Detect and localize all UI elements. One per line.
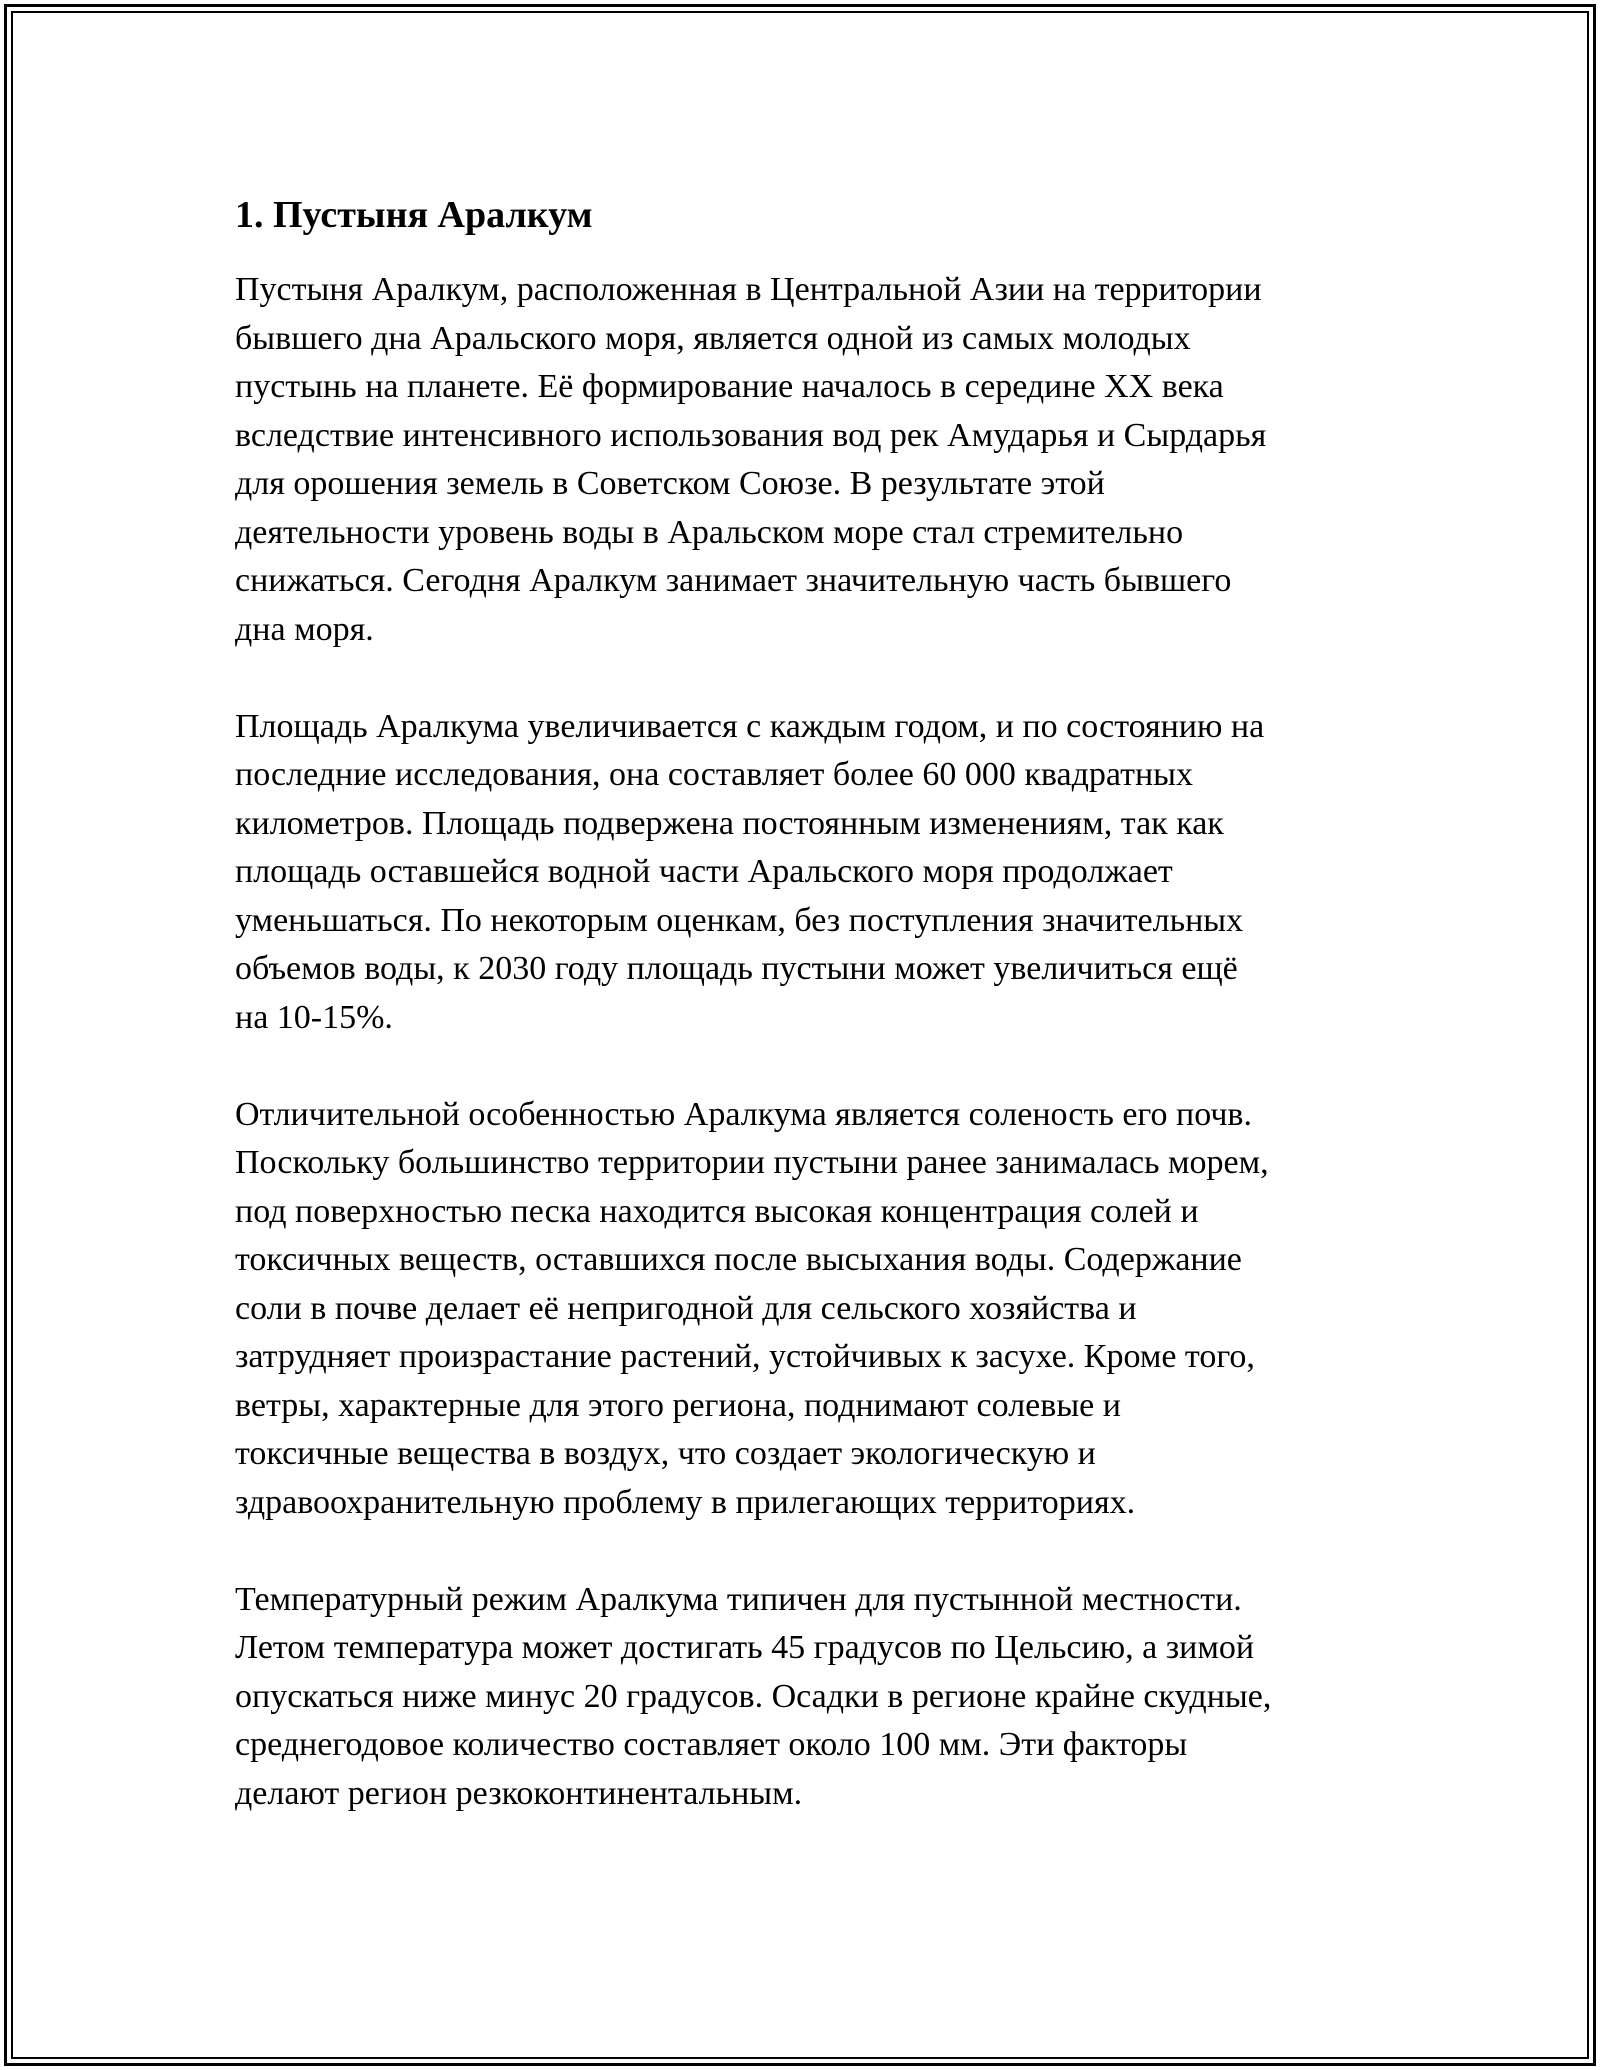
paragraph-4: Температурный режим Аралкума типичен для пустынной местности. Летом температура может достигать 45 градусов по Цельсию, а зимой опускаться ниже минус 20 градусов. Осадки в регионе крайне скудные, среднегодовое количество составляет около 100 мм. Эти факторы делают регион резкоконтинентальным. xyxy=(235,1580,1272,1812)
paragraph-2: Площадь Аралкума увеличивается с каждым годом, и по состоянию на последние исследования, она составляет более 60 000 квадратных километров. Площадь подвержена постоянным изменениям, так как площадь оставшейся водной части Аральского моря продолжает уменьшаться. По некоторым оценкам, без поступления значительных объемов воды, к 2030 году площадь пустыни может увеличиться ещё на 10-15%. xyxy=(235,707,1265,1036)
paragraph-3: Отличительной особенностью Аралкума является соленость его почв. Поскольку большинство территории пустыни ранее занималась морем, под поверхностью песка находится высокая концентрация солей и токсичных веществ, оставшихся после высыхания воды. Содержание соли в почве делает её непригодной для сельского хозяйства и затрудняет произрастание растений, устойчивых к засухе. Кроме того, ветры, характерные для этого региона, поднимают солевые и токсичные вещества в воздух, что создает экологическую и здравоохранительную проблему в прилегающих территориях. xyxy=(235,1095,1269,1521)
paragraph-1: Пустыня Аралкум, расположенная в Центральной Азии на территории бывшего дна Аральского моря, является одной из самых молодых пустынь на планете. Её формирование началось в середине XX века вследствие интенсивного использования вод рек Амударья и Сырдарья для орошения земель в Советском Союзе. В результате этой деятельности уровень воды в Аральском море стал стремительно снижаться. Сегодня Аралкум занимает значительную часть бывшего дна моря. xyxy=(235,271,1267,648)
document-body xyxy=(235,186,1365,1818)
section-heading: 1. Пустыня Аралкум xyxy=(235,194,593,236)
